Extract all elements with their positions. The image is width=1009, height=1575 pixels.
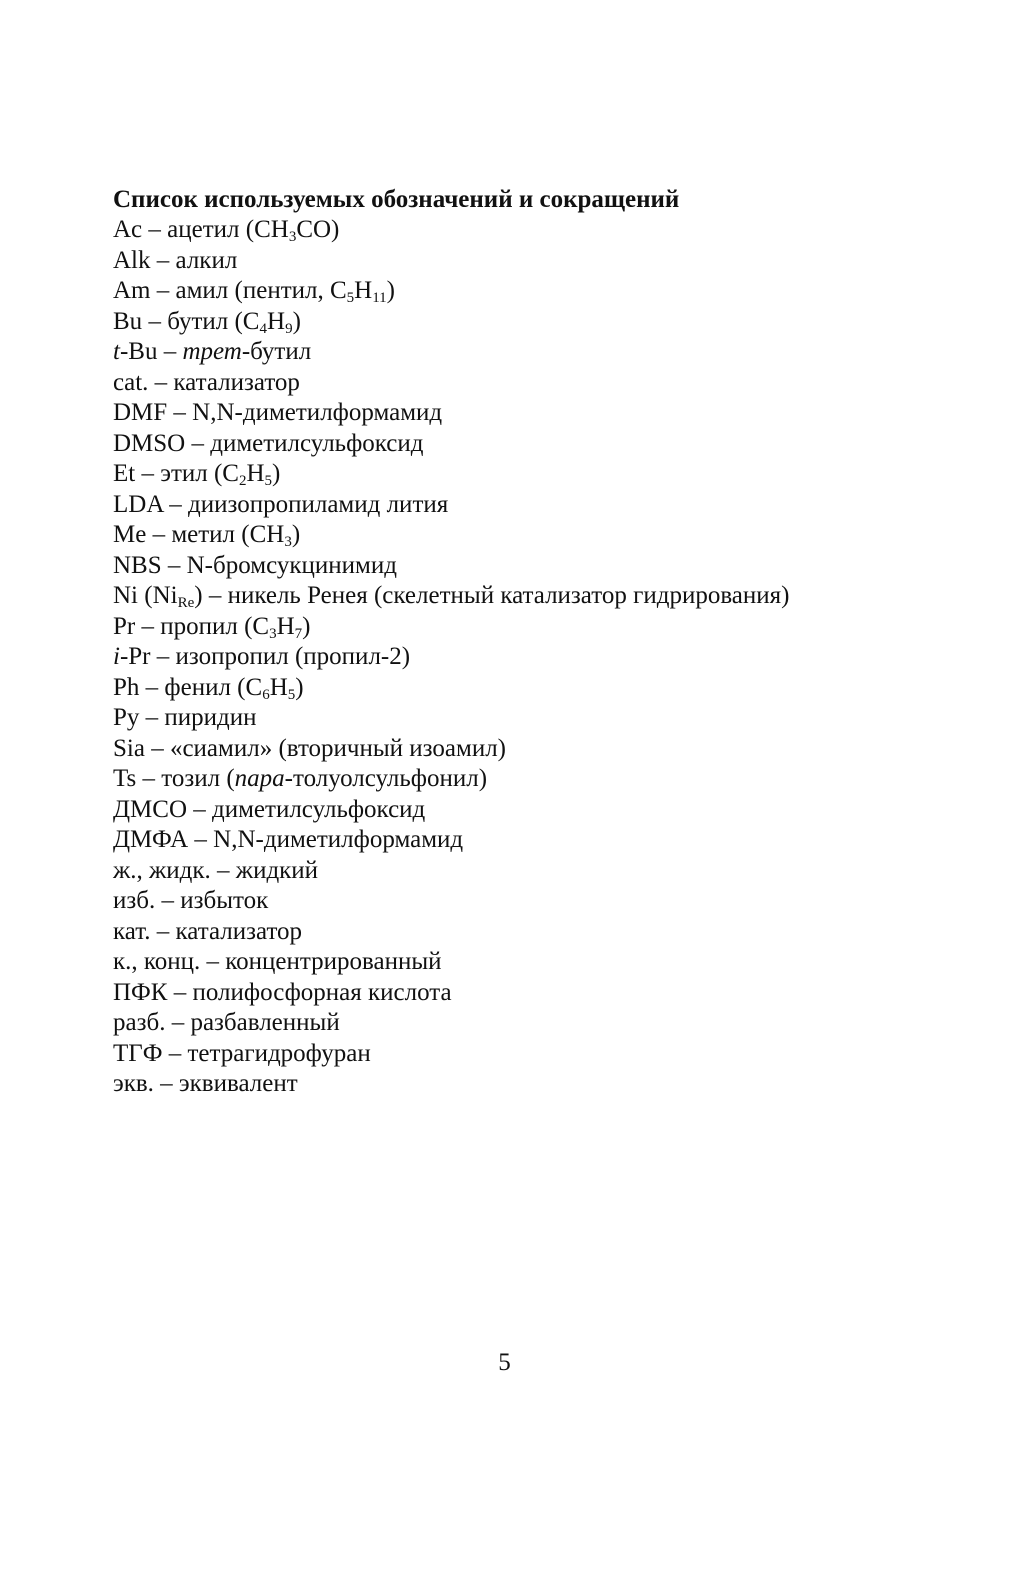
entry-text: к., конц. – концентрированный	[113, 948, 442, 975]
section-title: Список используемых обозначений и сокращений	[113, 186, 680, 213]
abbreviation-entry	[113, 551, 973, 582]
abbreviation-entry	[113, 795, 973, 826]
subscript: 5	[264, 473, 273, 489]
abbreviation-entry	[113, 612, 973, 643]
abbreviation-entry	[113, 947, 973, 978]
entry-text: Et – этил (C	[113, 460, 239, 487]
entry-text: Am	[113, 277, 151, 304]
abbreviation-entry	[113, 307, 973, 338]
entry-text: Pr – пропил (C	[113, 612, 270, 640]
entry-text: LDA – диизопропиламид лития	[113, 490, 449, 518]
abbreviation-entry	[113, 276, 973, 307]
entry-text: H	[269, 673, 288, 701]
abbreviation-entry	[113, 581, 973, 612]
abbreviation-entry	[113, 764, 973, 795]
entry-text: )	[302, 612, 311, 640]
entry-text: DMF – N,N-диметилформамид	[113, 399, 443, 426]
entry-text: экв. – эквивалент	[113, 1070, 298, 1097]
subscript: 3	[269, 625, 277, 642]
abbreviation-entry	[113, 917, 973, 948]
entry-text: CO)	[296, 216, 340, 243]
abbreviation-entry	[113, 642, 973, 673]
entry-text: ) – никель Ренея (скелетный катализатор гидрирования)	[194, 582, 790, 609]
entry-text: – ацетил (CH	[142, 216, 289, 243]
abbreviation-entry	[113, 1069, 973, 1100]
abbreviation-entry	[113, 673, 973, 704]
abbreviation-entry	[113, 1039, 973, 1070]
entry-text: – амил (пентил, C	[150, 277, 347, 304]
abbreviation-entry	[113, 337, 973, 368]
entry-text: )	[291, 521, 301, 548]
entry-text: ТГФ – тетрагидрофуран	[113, 1039, 371, 1067]
entry-text: – алкил	[150, 246, 238, 274]
abbreviation-entry	[113, 520, 973, 551]
entry-text: Ph – фенил (C	[113, 673, 263, 701]
subscript: 3	[284, 534, 292, 550]
entry-text: H	[246, 460, 265, 487]
entry-text: )	[292, 307, 301, 335]
abbreviation-entry	[113, 734, 973, 765]
abbreviation-entry	[113, 825, 973, 856]
entry-text: H	[276, 612, 295, 640]
entry-text: ж., жидк. – жидкий	[113, 856, 319, 884]
entry-text: )	[272, 460, 281, 487]
subscript: 4	[259, 320, 267, 337]
italic-text: t	[113, 338, 120, 365]
entry-text: H	[354, 277, 373, 304]
abbreviation-entry	[113, 429, 973, 460]
entry-text: NBS – N-бромсукцинимид	[113, 551, 397, 579]
abbreviation-entry	[113, 886, 973, 917]
entry-text: Ni (Ni	[113, 582, 178, 609]
entry-text: H	[267, 307, 286, 335]
italic-text: трет	[182, 338, 242, 365]
subscript: 9	[285, 320, 293, 337]
entry-text: Bu	[113, 307, 143, 335]
entry-text: -Pr – изопропил (пропил-2)	[119, 643, 411, 670]
entry-text: cat. – катализатор	[113, 368, 300, 396]
subscript: 2	[238, 473, 247, 489]
entry-text: -бутил	[241, 338, 312, 365]
abbreviation-entry	[113, 856, 973, 887]
subscript: 6	[262, 686, 270, 703]
abbreviation-entry	[113, 368, 973, 399]
entry-text: ДМФА – N,N-диметилформамид	[113, 826, 464, 853]
subscript: 3	[288, 229, 297, 245]
abbreviation-entry	[113, 459, 973, 490]
entry-text: Sia – «сиамил» (вторичный изоамил)	[113, 734, 507, 762]
abbreviation-entry	[113, 490, 973, 521]
entry-text: изб. – избыток	[113, 887, 269, 914]
abbreviation-entry	[113, 215, 973, 246]
entry-text: ДМСО – диметилсульфоксид	[113, 795, 426, 823]
abbreviation-entry	[113, 246, 973, 277]
italic-text: i	[113, 643, 120, 670]
entry-text: – бутил (C	[142, 307, 260, 335]
abbreviation-list	[113, 215, 973, 1100]
entry-text: ПФК – полифосфорная кислота	[113, 978, 452, 1006]
entry-text: Ts – тозил (	[113, 765, 235, 792]
entry-text: Py – пиридин	[113, 704, 257, 731]
entry-text: Me – метил (CH	[113, 521, 285, 548]
subscript: Re	[177, 595, 195, 611]
entry-text: )	[295, 673, 304, 701]
entry-text: -Bu –	[119, 338, 183, 365]
entry-text: Alk	[113, 246, 151, 274]
abbreviation-entry	[113, 1008, 973, 1039]
entry-text: кат. – катализатор	[113, 917, 303, 945]
abbreviation-entry	[113, 978, 973, 1009]
abbreviations-section	[113, 184, 973, 1100]
subscript: 5	[346, 290, 355, 306]
italic-text: пара	[234, 765, 285, 792]
page-number: 5	[498, 1349, 511, 1376]
abbreviation-entry	[113, 703, 973, 734]
entry-text: DMSO – диметилсульфоксид	[113, 429, 424, 457]
abbreviation-entry	[113, 398, 973, 429]
subscript: 7	[294, 625, 303, 642]
entry-text: -толуолсульфонил)	[284, 765, 488, 792]
entry-text: разб. – разбавленный	[113, 1009, 340, 1036]
subscript: 5	[287, 686, 296, 703]
entry-text: Ac	[113, 216, 143, 243]
subscript: 11	[372, 290, 387, 306]
entry-text: )	[386, 277, 395, 304]
